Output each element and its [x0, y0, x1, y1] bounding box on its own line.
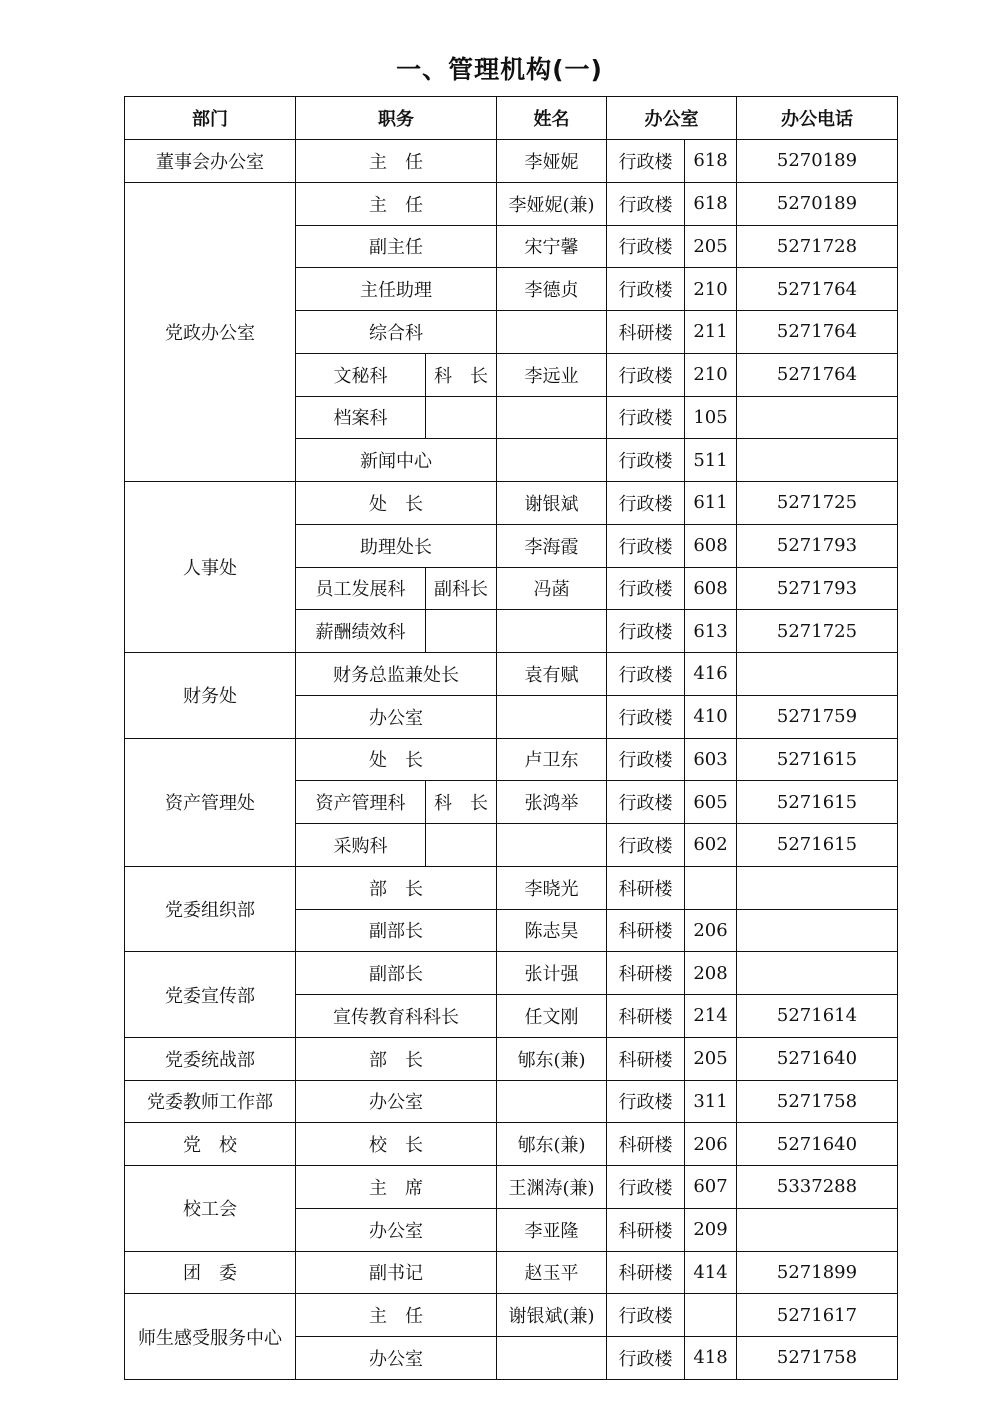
- building-cell: 科研楼: [607, 952, 685, 995]
- name-cell: 宋宁馨: [497, 225, 607, 268]
- position-cell: 校 长: [296, 1123, 497, 1166]
- room-cell: 607: [685, 1166, 737, 1209]
- building-cell: 科研楼: [607, 1251, 685, 1294]
- dept-cell: 资产管理处: [125, 738, 296, 866]
- table-row: [125, 866, 898, 909]
- phone-cell: 5271615: [737, 738, 898, 781]
- name-cell: [497, 695, 607, 738]
- building-cell: 行政楼: [607, 1294, 685, 1337]
- room-cell: 605: [685, 781, 737, 824]
- name-cell: [497, 439, 607, 482]
- building-cell: 行政楼: [607, 1080, 685, 1123]
- position-cell: 副部长: [296, 952, 497, 995]
- dept-cell: 财务处: [125, 653, 296, 739]
- header-name: 姓名: [497, 97, 607, 140]
- dept-cell: 人事处: [125, 482, 296, 653]
- room-cell: 416: [685, 653, 737, 696]
- building-cell: 行政楼: [607, 396, 685, 439]
- building-cell: 行政楼: [607, 353, 685, 396]
- position-cell: 副主任: [296, 225, 497, 268]
- building-cell: 科研楼: [607, 1123, 685, 1166]
- room-cell: [685, 866, 737, 909]
- building-cell: 科研楼: [607, 1037, 685, 1080]
- position-cell: 主任助理: [296, 268, 497, 311]
- phone-cell: 5271764: [737, 268, 898, 311]
- table-row: [125, 482, 898, 525]
- phone-cell: 5271764: [737, 353, 898, 396]
- position-cell: 主 任: [296, 140, 497, 183]
- section-cell: 文秘科: [296, 353, 426, 396]
- name-cell: 袁有赋: [497, 653, 607, 696]
- name-cell: 李娅妮(兼): [497, 182, 607, 225]
- section-title-cell: 科 长: [426, 353, 497, 396]
- dept-cell: 团 委: [125, 1251, 296, 1294]
- name-cell: 卢卫东: [497, 738, 607, 781]
- room-cell: 602: [685, 824, 737, 867]
- dept-cell: 党政办公室: [125, 182, 296, 481]
- section-title-cell: [426, 396, 497, 439]
- name-cell: 谢银斌(兼): [497, 1294, 607, 1337]
- room-cell: 105: [685, 396, 737, 439]
- building-cell: 行政楼: [607, 182, 685, 225]
- table-row: [125, 653, 898, 696]
- phone-cell: 5271615: [737, 824, 898, 867]
- directory-body: [125, 97, 898, 1380]
- room-cell: 209: [685, 1208, 737, 1251]
- section-cell: 薪酬绩效科: [296, 610, 426, 653]
- phone-cell: 5270189: [737, 140, 898, 183]
- name-cell: 李晓光: [497, 866, 607, 909]
- building-cell: 行政楼: [607, 1337, 685, 1380]
- room-cell: 608: [685, 567, 737, 610]
- room-cell: 613: [685, 610, 737, 653]
- room-cell: 511: [685, 439, 737, 482]
- building-cell: 行政楼: [607, 781, 685, 824]
- phone-cell: [737, 653, 898, 696]
- building-cell: 行政楼: [607, 439, 685, 482]
- name-cell: 张计强: [497, 952, 607, 995]
- table-row: [125, 140, 898, 183]
- table-row: [125, 182, 898, 225]
- room-cell: [685, 1294, 737, 1337]
- building-cell: 行政楼: [607, 567, 685, 610]
- phone-cell: [737, 952, 898, 995]
- position-cell: 部 长: [296, 1037, 497, 1080]
- phone-cell: 5271725: [737, 610, 898, 653]
- phone-cell: 5271725: [737, 482, 898, 525]
- building-cell: 行政楼: [607, 824, 685, 867]
- dept-cell: 校工会: [125, 1166, 296, 1252]
- room-cell: 414: [685, 1251, 737, 1294]
- phone-cell: [737, 396, 898, 439]
- position-cell: 综合科: [296, 311, 497, 354]
- name-cell: 陈志昊: [497, 909, 607, 952]
- table-row: [125, 952, 898, 995]
- name-cell: 谢银斌: [497, 482, 607, 525]
- name-cell: [497, 1080, 607, 1123]
- name-cell: [497, 396, 607, 439]
- phone-cell: [737, 866, 898, 909]
- position-cell: 副部长: [296, 909, 497, 952]
- position-cell: 办公室: [296, 1208, 497, 1251]
- table-row: [125, 1166, 898, 1209]
- name-cell: 李德贞: [497, 268, 607, 311]
- page-title: 一、管理机构(一): [396, 55, 603, 84]
- header-dept: 部门: [125, 97, 296, 140]
- name-cell: 张鸿举: [497, 781, 607, 824]
- name-cell: 郇东(兼): [497, 1037, 607, 1080]
- room-cell: 205: [685, 1037, 737, 1080]
- phone-cell: [737, 909, 898, 952]
- building-cell: 科研楼: [607, 866, 685, 909]
- name-cell: [497, 1337, 607, 1380]
- section-cell: 资产管理科: [296, 781, 426, 824]
- building-cell: 科研楼: [607, 995, 685, 1038]
- header-position: 职务: [296, 97, 497, 140]
- room-cell: 410: [685, 695, 737, 738]
- table-header-row: [125, 97, 898, 140]
- table-row: [125, 1251, 898, 1294]
- position-cell: 副书记: [296, 1251, 497, 1294]
- dept-cell: 党委教师工作部: [125, 1080, 296, 1123]
- building-cell: 行政楼: [607, 610, 685, 653]
- header-phone: 办公电话: [737, 97, 898, 140]
- building-cell: 行政楼: [607, 225, 685, 268]
- position-cell: 主 任: [296, 182, 497, 225]
- building-cell: 行政楼: [607, 524, 685, 567]
- position-cell: 处 长: [296, 738, 497, 781]
- phone-cell: [737, 1208, 898, 1251]
- phone-cell: 5271764: [737, 311, 898, 354]
- header-office: 办公室: [607, 97, 737, 140]
- name-cell: [497, 311, 607, 354]
- room-cell: 206: [685, 1123, 737, 1166]
- phone-cell: 5271758: [737, 1080, 898, 1123]
- phone-cell: 5271793: [737, 567, 898, 610]
- building-cell: 行政楼: [607, 482, 685, 525]
- room-cell: 210: [685, 268, 737, 311]
- room-cell: 611: [685, 482, 737, 525]
- name-cell: 李海霞: [497, 524, 607, 567]
- name-cell: 李娅妮: [497, 140, 607, 183]
- table-row: [125, 1123, 898, 1166]
- phone-cell: 5271759: [737, 695, 898, 738]
- name-cell: [497, 610, 607, 653]
- room-cell: 618: [685, 140, 737, 183]
- dept-cell: 党委统战部: [125, 1037, 296, 1080]
- position-cell: 助理处长: [296, 524, 497, 567]
- name-cell: 赵玉平: [497, 1251, 607, 1294]
- position-cell: 主 任: [296, 1294, 497, 1337]
- phone-cell: 5271758: [737, 1337, 898, 1380]
- table-row: [125, 738, 898, 781]
- phone-cell: 5271728: [737, 225, 898, 268]
- building-cell: 行政楼: [607, 738, 685, 781]
- phone-cell: 5337288: [737, 1166, 898, 1209]
- building-cell: 行政楼: [607, 1166, 685, 1209]
- phone-cell: 5271617: [737, 1294, 898, 1337]
- phone-cell: 5271614: [737, 995, 898, 1038]
- building-cell: 行政楼: [607, 653, 685, 696]
- building-cell: 科研楼: [607, 909, 685, 952]
- room-cell: 208: [685, 952, 737, 995]
- dept-cell: 师生感受服务中心: [125, 1294, 296, 1380]
- name-cell: 李远业: [497, 353, 607, 396]
- room-cell: 618: [685, 182, 737, 225]
- building-cell: 科研楼: [607, 1208, 685, 1251]
- table-row: [125, 1294, 898, 1337]
- section-title-cell: [426, 610, 497, 653]
- position-cell: 主 席: [296, 1166, 497, 1209]
- section-cell: 员工发展科: [296, 567, 426, 610]
- room-cell: 205: [685, 225, 737, 268]
- room-cell: 206: [685, 909, 737, 952]
- position-cell: 办公室: [296, 695, 497, 738]
- position-cell: 财务总监兼处长: [296, 653, 497, 696]
- phone-cell: 5270189: [737, 182, 898, 225]
- phone-cell: 5271615: [737, 781, 898, 824]
- building-cell: 行政楼: [607, 140, 685, 183]
- phone-cell: 5271640: [737, 1037, 898, 1080]
- name-cell: 李亚隆: [497, 1208, 607, 1251]
- phone-cell: 5271899: [737, 1251, 898, 1294]
- room-cell: 214: [685, 995, 737, 1038]
- position-cell: 处 长: [296, 482, 497, 525]
- dept-cell: 党委宣传部: [125, 952, 296, 1038]
- section-cell: 档案科: [296, 396, 426, 439]
- room-cell: 603: [685, 738, 737, 781]
- room-cell: 311: [685, 1080, 737, 1123]
- name-cell: 郇东(兼): [497, 1123, 607, 1166]
- name-cell: 冯菡: [497, 567, 607, 610]
- position-cell: 新闻中心: [296, 439, 497, 482]
- position-cell: 部 长: [296, 866, 497, 909]
- room-cell: 418: [685, 1337, 737, 1380]
- room-cell: 210: [685, 353, 737, 396]
- room-cell: 211: [685, 311, 737, 354]
- phone-cell: [737, 439, 898, 482]
- name-cell: 任文刚: [497, 995, 607, 1038]
- table-row: [125, 1080, 898, 1123]
- table-row: [125, 1037, 898, 1080]
- building-cell: 科研楼: [607, 311, 685, 354]
- position-cell: 办公室: [296, 1337, 497, 1380]
- dept-cell: 党委组织部: [125, 866, 296, 952]
- section-title-cell: 科 长: [426, 781, 497, 824]
- building-cell: 行政楼: [607, 268, 685, 311]
- position-cell: 办公室: [296, 1080, 497, 1123]
- section-title-cell: [426, 824, 497, 867]
- dept-cell: 董事会办公室: [125, 140, 296, 183]
- directory-table: [124, 96, 898, 1380]
- name-cell: [497, 824, 607, 867]
- phone-cell: 5271793: [737, 524, 898, 567]
- section-title-cell: 副科长: [426, 567, 497, 610]
- position-cell: 宣传教育科科长: [296, 995, 497, 1038]
- dept-cell: 党 校: [125, 1123, 296, 1166]
- name-cell: 王渊涛(兼): [497, 1166, 607, 1209]
- phone-cell: 5271640: [737, 1123, 898, 1166]
- section-cell: 采购科: [296, 824, 426, 867]
- room-cell: 608: [685, 524, 737, 567]
- building-cell: 行政楼: [607, 695, 685, 738]
